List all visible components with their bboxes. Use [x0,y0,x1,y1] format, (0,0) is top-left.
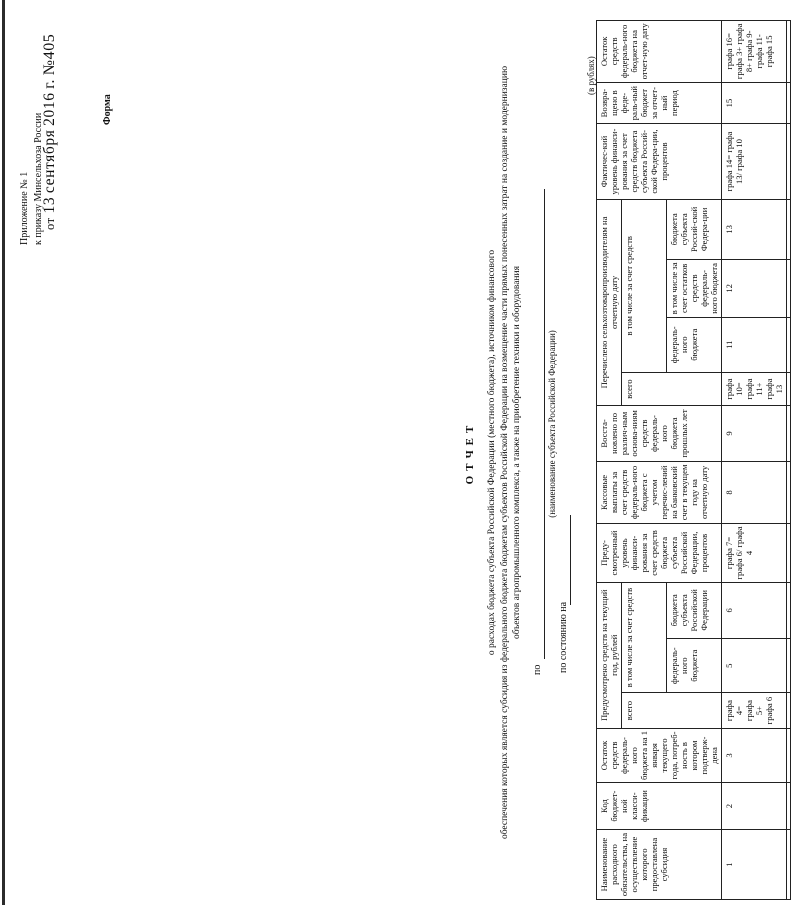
col-planned-subject: бюджета субъекта Российской Федерации [667,582,722,638]
colnum-1: 1 [722,830,787,900]
colnum-11: 11 [722,317,787,372]
date-prefix: от [43,217,57,230]
colnum-16: графа 16= графа 3+ графа 8+ графа 9- графа 11- графа 15 [722,21,787,83]
table-cell[interactable] [787,317,791,372]
colnum-13: 13 [722,199,787,260]
table-cell[interactable] [787,124,791,199]
col-group-planned: Предусмотрено средств на текущий год, рублей [597,582,622,728]
column-numbers-row [722,21,787,900]
report-subtitle-line1: о расходах бюджета субъекта Российской Федерации (местного бюджета), источником финансового [487,249,497,656]
form-label: Форма [102,94,113,125]
col-planned-federal: федераль-ного бюджета [667,639,722,693]
col-transferred-remains: в том числе за счет остатков средств федераль-ного бюджета [667,260,722,317]
table-cell[interactable] [787,830,791,900]
as-of-date-field[interactable] [570,515,571,605]
col-balance-report-date: Остаток средств федераль-ного бюджета на отчет-ную дату [597,21,722,83]
colnum-3: 3 [722,728,787,782]
table-cell[interactable] [787,783,791,830]
report-table [596,20,791,900]
colnum-14: графа 14= графа 13/ графа 10 [722,124,787,199]
table-cell[interactable] [787,461,791,524]
colnum-8: 8 [722,461,787,524]
col-group-transferred: Перечислено сельхозтоваропроизводителям на отчетную дату [597,199,622,406]
table-cell[interactable] [787,406,791,461]
table-row [787,21,791,900]
subject-prefix: по [532,664,543,675]
order-date [41,34,59,230]
table-cell[interactable] [787,524,791,582]
col-planned-level: Преду-смотренный уровень финанси-рования за счет средств бюджета субъекта Российской Федерации, процентов [597,524,722,582]
col-planned-total: всего [622,693,722,728]
table-cell[interactable] [787,21,791,83]
col-returned: Возвра-щено в феде-раль-ный бюджет за отчет-ный период [597,82,722,124]
colnum-12: 12 [722,260,787,317]
colnum-4: графа 4= графа 5+ графа 6 [722,693,787,728]
report-subtitle-line2: обеспечения которых является субсидия из федерального бюджета бюджетам субъектов Российской Федерации на возмещение части прямых понесенных затрат на создание и модернизацию [500,65,510,840]
appendix-label: Приложение № 1 [19,171,30,245]
order-reference: к приказу Минсельхоза России [33,112,44,245]
col-budget-code: Код бюджет-ной класси-фикации [597,783,722,830]
col-transferred-total: всего [622,372,722,405]
date-year: 2016 [41,92,58,126]
col-transferred-subject: бюджета субъекта Россий-ской Федера-ции [667,199,722,260]
table-cell[interactable] [787,372,791,405]
date-suffix: г. [41,79,58,89]
col-planned-incl: в том числе за счет средств [622,582,667,693]
colnum-9: 9 [722,406,787,461]
col-actual-level: Фактичес-кий уровень финанси-рования за счет средств бюджета субъекта Россий-ской Федера-ции, процентов [597,124,722,199]
report-title: ОТЧЕТ [464,420,476,485]
colnum-7: графа 7= графа 6/ графа 4 [722,524,787,582]
header-row-1 [597,21,622,900]
col-transferred-federal: федераль-ного бюджета [667,317,722,372]
table-cell[interactable] [787,639,791,693]
table-cell[interactable] [787,693,791,728]
col-transferred-incl: в том числе за счет средств [622,199,667,372]
col-balance-jan1: Остаток средств федераль-ного бюджета на 1 января текущего года, потреб-ность в котором подтверж-дена [597,728,722,782]
date-month: сентября [41,129,58,194]
table-cell[interactable] [787,260,791,317]
units-label: (в рублях) [586,56,596,95]
colnum-15: 15 [722,82,787,124]
subject-name-caption: (наименование субъекта Российской Федерации) [547,330,557,518]
subject-name-field[interactable] [544,189,545,659]
table-cell[interactable] [787,199,791,260]
col-expense-obligation: Наименование расходного обязательства, на осуществление которого предоставлена субсидия [597,830,722,900]
colnum-6: 6 [722,582,787,638]
report-subtitle-line3: объектов агропромышленного комплекса, а также на приобретение техники и оборудования [512,266,522,639]
colnum-10: графа 10= графа 11+ графа 13 [722,372,787,405]
col-cash-payments: Кассовые выплаты за счет средств федераль-ного бюджета с учетом перечис-лений на банковский счет в текущем году на отчетную дату [597,461,722,524]
as-of-date-label: по состоянию на [558,601,569,673]
date-day: 13 [41,196,58,214]
colnum-5: 5 [722,639,787,693]
col-restored-funds: Восста-новлено по различ-ным основа-ниям средств федераль-ного бюджета прошлых лет [597,406,722,461]
table-cell[interactable] [787,82,791,124]
colnum-2: 2 [722,783,787,830]
table-cell[interactable] [787,728,791,782]
table-cell[interactable] [787,582,791,638]
order-number: №405 [41,33,58,76]
